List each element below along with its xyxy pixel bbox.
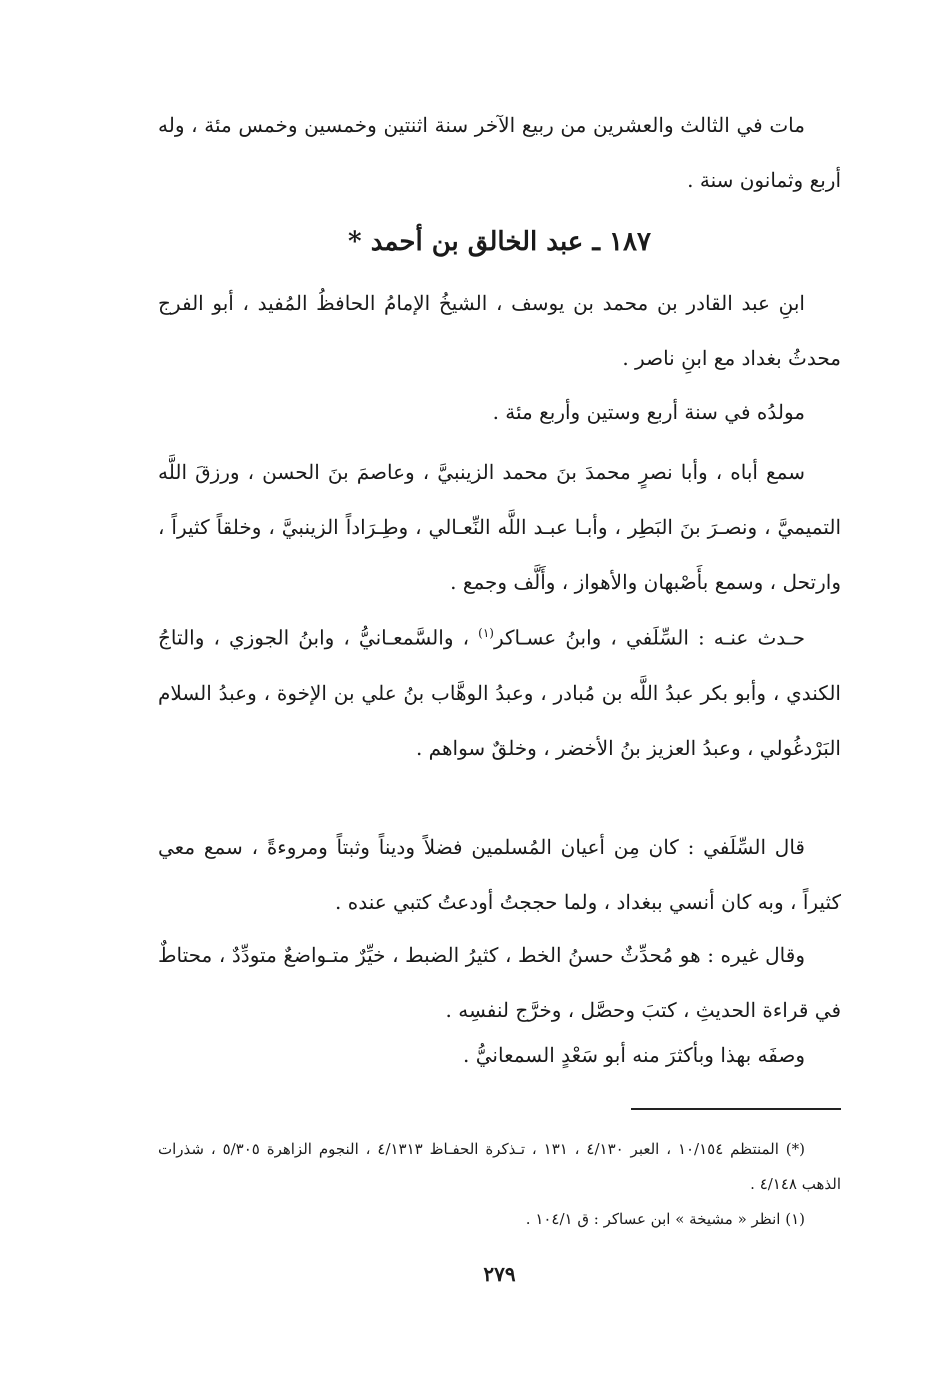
page-number: ٢٧٩: [483, 1262, 516, 1286]
paragraph-birth: مولدُه في سنة أربع وستين وأربع مئة .: [492, 400, 805, 424]
footnote-ref-1: (١): [478, 626, 494, 640]
paragraph-silafi-quote: قال السِّلَفي : كان مِن أعيان المُسلمين فضلاً وديناً وثبتاً ومروءةً ، سمع معي كثيراً ، وبه كان أنسي ببغداد ، ولما حججتُ أودعتُ كتبي عنده .: [158, 835, 841, 914]
entry-heading: ١٨٧ ـ عبد الخالق بن أحمد *: [348, 227, 651, 257]
paragraph-lineage: ابنِ عبد القادر بن محمد بن يوسف ، الشيخُ الإمامُ الحافظُ المُفيد ، أبو الفرج محدثُ بغداد مع ابنِ ناصر .: [158, 291, 841, 370]
paragraph-death-date: مات في الثالث والعشرين من ربيع الآخر سنة اثنتين وخمسين وخمس مئة ، وله أربع وثمانون سنة .: [158, 113, 841, 192]
footnote-1: (١) انظر « مشيخة » ابن عساكر : ق ١٠٤/١ .: [525, 1210, 805, 1228]
paragraph-teachers: سمع أباه ، وأبا نصرٍ محمدَ بنَ محمد الزينبيَّ ، وعاصمَ بنَ الحسن ، ورزقَ اللَّه التميميَّ ، ونصـرَ بنَ البَطِر ، وأبـا عبـد اللَّه النِّعـالي ، وطِـرَاداً الزينبيَّ ، وخلقاً كثيراً ، وارتحل ، وسمع بأَصْبهان والأهواز ، وأَلَّف وجمع .: [158, 460, 841, 594]
footnote-divider: [631, 1108, 841, 1110]
paragraph-students: [158, 606, 841, 776]
book-page: [158, 0, 841, 1375]
students-text-start: حـدث عنـه : السِّلَفي ، وابنُ عسـاكر: [493, 625, 805, 650]
footnote-sources: (*) المنتظم ١٠/١٥٤ ، العبر ٤/١٣٠ ، ١٣١ ، تـذكرة الحفـاظ ٤/١٣١٣ ، النجوم الزاهرة ٥/٣٠٥ ، شذرات الذهب ٤/١٤٨ .: [158, 1140, 841, 1193]
paragraph-other-quote: وقال غيره : هو مُحدِّثٌ حسنُ الخط ، كثيرُ الضبط ، خيِّرٌ متـواضعٌ متودِّدٌ ، محتاطٌ في قراءة الحديثِ ، كتبَ وحصَّل ، وخرَّج لنفسِه .: [158, 943, 841, 1022]
paragraph-samani: وصفَه بهذا وبأكثرَ منه أبو سَعْدٍ السمعانيُّ .: [463, 1043, 805, 1067]
students-text-end: ، والسَّمعـانيُّ ، وابنُ الجوزي ، والتاجُ الكندي ، وأبو بكر عبدُ اللَّه بن مُبادر ، وعبدُ الوهَّاب بنُ علي بن الإخوة ، وعبدُ السلام البَرْدغُولي ، وعبدُ العزيز بنُ الأخضر ، وخلقٌ سواهم .: [158, 625, 841, 760]
